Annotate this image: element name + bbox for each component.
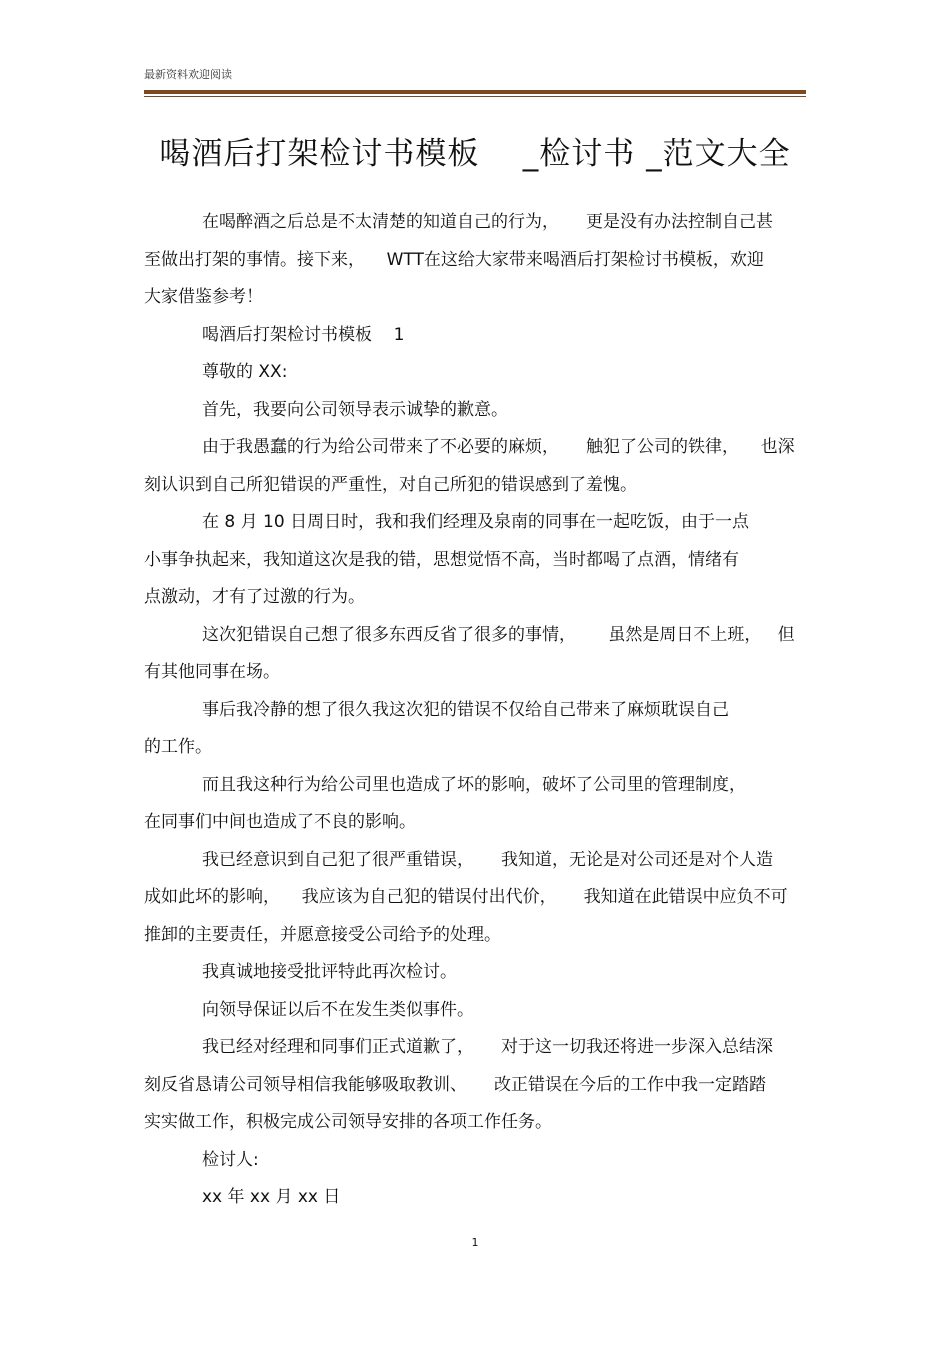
paragraph-line: 在喝醉酒之后总是不太清楚的知道自己的行为， 更是没有办法控制自己甚 xyxy=(202,212,774,232)
paragraph-line: 点激动，才有了过激的行为。 xyxy=(144,587,365,607)
paragraph xyxy=(144,1142,808,1180)
paragraph xyxy=(144,317,808,355)
paragraph-line: 推卸的主要责任，并愿意接受公司给予的处理。 xyxy=(144,924,501,945)
paragraph-line: 喝酒后打架检讨书模板 1 xyxy=(202,324,405,345)
paragraph-line: 我真诚地接受批评特此再次检讨。 xyxy=(202,962,457,982)
paragraph xyxy=(144,842,808,955)
paragraph-line: 大家借鉴参考！ xyxy=(144,287,263,307)
paragraph xyxy=(144,354,808,392)
paragraph xyxy=(144,429,808,504)
paragraph xyxy=(144,992,808,1030)
document-title: 喝酒后打架检讨书模板 _检讨书 _范文大全 xyxy=(159,136,791,172)
paragraph-line: 有其他同事在场。 xyxy=(144,662,280,682)
header-rule-thick xyxy=(144,90,806,94)
paragraph-line: 小事争执起来，我知道这次是我的错，思想觉悟不高，当时都喝了点酒，情绪有 xyxy=(144,549,739,570)
paragraph-line: 尊敬的 XX: xyxy=(202,362,288,382)
paragraph xyxy=(144,954,808,992)
paragraph xyxy=(144,204,808,317)
paragraph-line: 向领导保证以后不在发生类似事件。 xyxy=(202,999,474,1020)
paragraph-line: 刻认识到自己所犯错误的严重性，对自己所犯的错误感到了羞愧。 xyxy=(144,474,637,495)
paragraph xyxy=(144,692,808,767)
paragraph-line: 而且我这种行为给公司里也造成了坏的影响，破坏了公司里的管理制度， xyxy=(202,774,746,795)
paragraph-line: 在同事们中间也造成了不良的影响。 xyxy=(144,812,416,832)
paragraph xyxy=(144,617,808,692)
paragraph-line: 至做出打架的事情。接下来， WTT在这给大家带来喝酒后打架检讨书模板，欢迎 xyxy=(144,249,764,270)
paragraph xyxy=(144,767,808,842)
paragraph-line: 实实做工作，积极完成公司领导安排的各项工作任务。 xyxy=(144,1112,552,1132)
paragraph-line: 由于我愚蠢的行为给公司带来了不必要的麻烦， 触犯了公司的铁律， 也深 xyxy=(202,437,795,457)
paragraph-line: 刻反省恳请公司领导相信我能够吸取教训、 改正错误在今后的工作中我一定踏踏 xyxy=(144,1074,767,1095)
paragraph-line: 在 8 月 10 日周日时，我和我们经理及泉南的同事在一起吃饭，由于一点 xyxy=(202,512,750,532)
paragraph-line: 这次犯错误自己想了很多东西反省了很多的事情， 虽然是周日不上班， 但 xyxy=(202,624,795,645)
header-rule-thin xyxy=(144,96,806,97)
page-number: 1 xyxy=(471,1236,479,1249)
paragraph-line: 我已经对经理和同事们正式道歉了， 对于这一切我还将进一步深入总结深 xyxy=(202,1037,774,1057)
paragraph-line: 的工作。 xyxy=(144,737,212,757)
paragraph xyxy=(144,504,808,617)
paragraph-line: 检讨人: xyxy=(202,1149,259,1170)
paragraph-line: 事后我冷静的想了很久我这次犯的错误不仅给自己带来了麻烦耽误自己 xyxy=(202,699,729,720)
paragraph xyxy=(144,1179,808,1217)
paragraph xyxy=(144,392,808,430)
paragraph xyxy=(144,1029,808,1142)
paragraph-line: 我已经意识到自己犯了很严重错误， 我知道，无论是对公司还是对个人造 xyxy=(202,849,774,870)
paragraph-line: 首先，我要向公司领导表示诚挚的歉意。 xyxy=(202,399,508,420)
paragraph-line: xx 年 xx 月 xx 日 xyxy=(202,1187,341,1207)
running-header: 最新资料欢迎阅读 xyxy=(144,68,232,81)
paragraph-line: 成如此坏的影响， 我应该为自己犯的错误付出代价， 我知道在此错误中应负不可 xyxy=(144,887,788,907)
